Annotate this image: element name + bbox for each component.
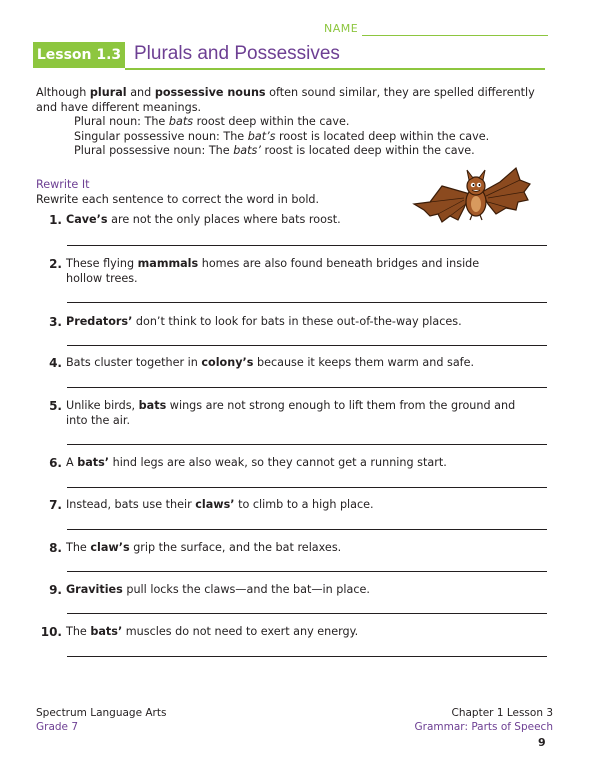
item-number: 3. bbox=[49, 315, 62, 329]
item-number: 2. bbox=[49, 257, 62, 271]
item-number: 5. bbox=[49, 399, 62, 413]
topic-label: Grammar: Parts of Speech bbox=[414, 721, 553, 733]
item-number: 7. bbox=[49, 498, 62, 512]
section-instruction: Rewrite each sentence to correct the word in bold. bbox=[36, 193, 320, 206]
example-plural-possessive: Plural possessive noun: The bats’ roost is located deep within the cave. bbox=[74, 144, 475, 157]
lesson-title: Plurals and Possessives bbox=[134, 43, 340, 64]
chapter-label: Chapter 1 Lesson 3 bbox=[451, 707, 553, 719]
item-sentence: The claw’s grip the surface, and the bat relaxes. bbox=[66, 541, 342, 554]
item-sentence: Bats cluster together in colony’s because it keeps them warm and safe. bbox=[66, 356, 475, 369]
item-number: 9. bbox=[49, 583, 62, 597]
example-singular-possessive: Singular possessive noun: The bat’s roost is located deep within the cave. bbox=[74, 129, 490, 143]
item-sentence: The bats’ muscles do not need to exert any energy. bbox=[66, 625, 359, 638]
item-sentence: These flying mammals homes are also found beneath bridges and inside hollow trees. bbox=[66, 257, 480, 285]
footer-left bbox=[36, 706, 166, 734]
name-label: NAME bbox=[324, 22, 359, 35]
answer-line-6[interactable] bbox=[67, 487, 547, 488]
item-sentence: Unlike birds, bats wings are not strong enough to lift them from the ground and into the air. bbox=[66, 399, 516, 427]
name-field-row bbox=[324, 22, 548, 40]
item-number: 8. bbox=[49, 541, 62, 555]
grade-label: Grade 7 bbox=[36, 721, 79, 733]
intro-text bbox=[36, 86, 550, 159]
answer-line-3[interactable] bbox=[67, 345, 547, 346]
answer-line-5[interactable] bbox=[67, 444, 547, 445]
item-sentence: A bats’ hind legs are also weak, so they cannot get a running start. bbox=[66, 456, 447, 469]
answer-line-8[interactable] bbox=[67, 571, 547, 572]
item-number: 4. bbox=[49, 356, 62, 370]
item-sentence: Predators’ don’t think to look for bats in these out-of-the-way places. bbox=[66, 315, 462, 328]
answer-line-7[interactable] bbox=[67, 529, 547, 530]
answer-line-9[interactable] bbox=[67, 613, 547, 614]
lesson-badge: Lesson 1.3 bbox=[33, 42, 125, 68]
item-number: 6. bbox=[49, 456, 62, 470]
intro-paragraph: Although plural and possessive nouns often sound similar, they are spelled differently and have different meanings. bbox=[36, 86, 535, 114]
page-number: 9 bbox=[538, 736, 546, 749]
name-line[interactable] bbox=[362, 35, 548, 36]
item-number: 1. bbox=[49, 213, 62, 227]
item-number: 10. bbox=[40, 625, 62, 639]
answer-line-4[interactable] bbox=[67, 387, 547, 388]
item-sentence: Cave’s are not the only places where bats roost. bbox=[66, 213, 341, 226]
answer-line-1[interactable] bbox=[67, 245, 547, 246]
book-title: Spectrum Language Arts bbox=[36, 707, 167, 719]
section-heading: Rewrite It bbox=[36, 178, 90, 191]
item-sentence: Gravities pull locks the claws—and the bat—in place. bbox=[66, 583, 370, 596]
footer-right bbox=[415, 706, 553, 734]
example-plural: Plural noun: The bats roost deep within the cave. bbox=[74, 115, 350, 128]
lesson-header bbox=[33, 42, 545, 70]
item-sentence: Instead, bats use their claws’ to climb to a high place. bbox=[66, 498, 374, 511]
answer-line-2[interactable] bbox=[67, 302, 547, 303]
lesson-underline bbox=[125, 68, 545, 70]
answer-line-10[interactable] bbox=[67, 656, 547, 657]
